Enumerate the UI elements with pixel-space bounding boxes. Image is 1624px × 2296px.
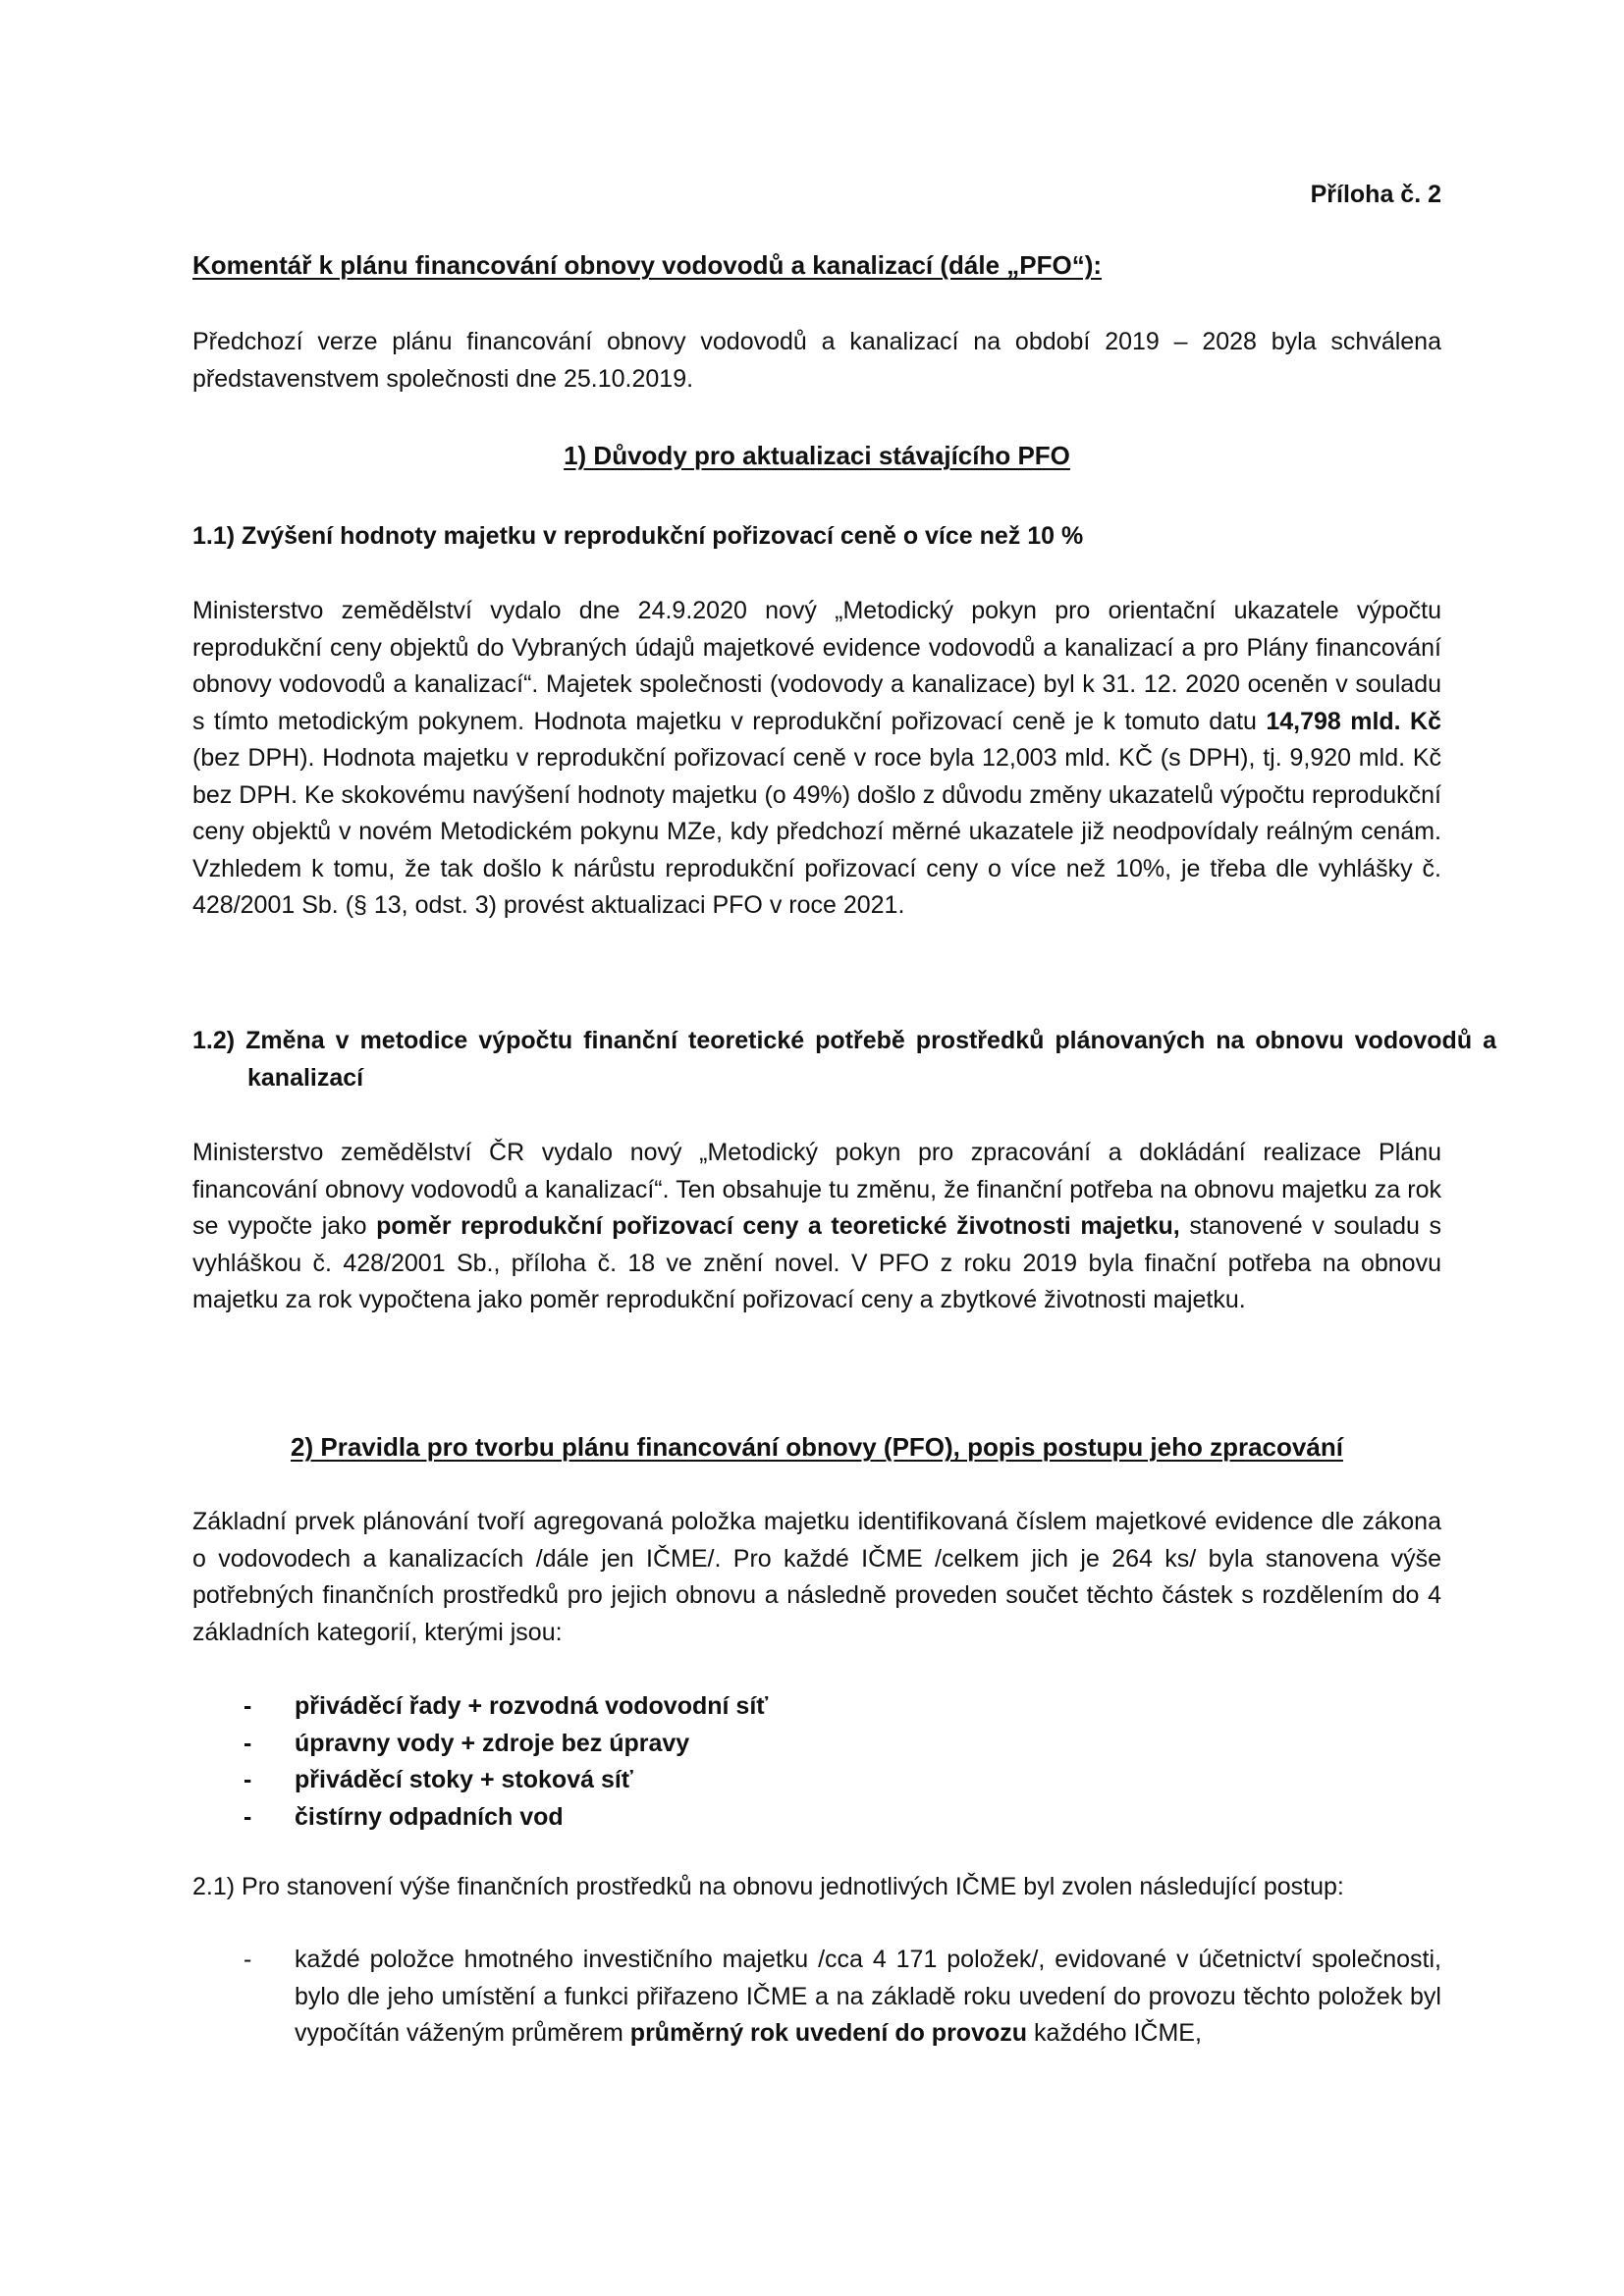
text-run: stanovené v souladu s vyhláškou č. 428/2001 Sb., příloha č. 18 ve znění novel. V PFO z roku 2019 byla finační potřeba na obnovu majetku za rok vypočtena jako poměr reprodukční pořizovací ceny a zbytkové životnosti majetku. (192, 1212, 1441, 1313)
document-title: Komentář k plánu financování obnovy vodovodů a kanalizací (dále „PFO“): (192, 250, 1103, 280)
list-item-text: úpravny vody + zdroje bez úpravy (295, 1729, 690, 1757)
list-dash: - (244, 1766, 252, 1793)
value-highlight: 14,798 mld. Kč (1266, 707, 1441, 735)
list-dash: - (244, 1802, 252, 1831)
list-dash: - (244, 1946, 252, 1973)
text-run: Ministerstvo zemědělství ČR vydalo nový „Metodický pokyn pro zpracování a dokládání realizace Plánu financování obnovy vodovodů a kanalizací“. Ten obsahuje tu změnu, že finanční potřeba na obnovu majetku za rok se vypočte jako (192, 1139, 1441, 1240)
list-dash: - (244, 1729, 252, 1757)
list-item (192, 1726, 1441, 1763)
list-item (192, 1942, 1441, 2053)
subsection-1-1-paragraph (192, 593, 1441, 925)
procedure-steps-list (192, 1942, 1441, 2053)
list-dash: - (244, 1692, 252, 1720)
subsection-1-1-heading: 1.1) Zvýšení hodnoty majetku v reprodukční pořizovací ceně o více než 10 % (192, 522, 1084, 550)
section-1-heading: 1) Důvody pro aktualizaci stávajícího PFO (564, 441, 1070, 470)
bold-phrase: průměrný rok uvedení do provozu (629, 2019, 1028, 2047)
intro-paragraph: Předchozí verze plánu financování obnovy vodovodů a kanalizací na období 2019 – 2028 byla schválena představenstvem společnosti dne 25.10.2019. (192, 328, 1441, 393)
list-item-text: čistírny odpadních vod (295, 1802, 564, 1831)
subsection-1-2-heading: 1.2) Změna v metodice výpočtu finanční teoretické potřebě prostředků plánovaných na obnovu vodovodů a kanalizací (192, 1027, 1496, 1092)
text-run: (bez DPH). Hodnota majetku v reprodukční pořizovací ceně v roce byla 12,003 mld. KČ (s DPH), tj. 9,920 mld. Kč bez DPH. Ke skokovému navýšení hodnoty majetku (o 49%) došlo z důvodu změny ukazatelů výpočtu reprodukční ceny objektů v novém Metodickém pokynu MZe, kdy předchozí měrné ukazatele již neodpovídaly reálným cenám. Vzhledem k tomu, že tak došlo k nárůstu reprodukční pořizovací ceny o více než 10%, je třeba dle vyhlášky č. 428/2001 Sb. (§ 13, odst. 3) provést aktualizaci PFO v roce 2021. (192, 744, 1441, 919)
list-item-text: přiváděcí řady + rozvodná vodovodní síť (295, 1692, 769, 1720)
list-item (192, 1688, 1441, 1726)
list-item (192, 1762, 1441, 1799)
subsection-1-2-paragraph (192, 1135, 1441, 1319)
category-list (192, 1688, 1441, 1836)
section-2-paragraph: Základní prvek plánování tvoří agregovaná položka majetku identifikovaná číslem majetkové evidence dle zákona o vodovodech a kanalizacích /dále jen IČME/. Pro každé IČME /celkem jich je 264 ks/ byla stanovena výše potřebných finančních prostředků pro jejich obnovu a následně proveden součet těchto částek s rozdělením do 4 základních kategorií, kterými jsou: (192, 1508, 1441, 1646)
bold-phrase: poměr reprodukční pořizovací ceny a teoretické životnosti majetku, (376, 1212, 1180, 1240)
list-item-text: přiváděcí stoky + stoková síť (295, 1766, 633, 1793)
list-item (192, 1799, 1441, 1837)
text-run: každého IČME, (1027, 2019, 1202, 2047)
text-run: Ministerstvo zemědělství vydalo dne 24.9.2020 nový „Metodický pokyn pro orientační ukazatele výpočtu reprodukční ceny objektů do Vybraných údajů majetkové evidence vodovodů a kanalizací a pro Plány financování obnovy vodovodů a kanalizací“. Majetek společnosti (vodovody a kanalizace) byl k 31. 12. 2020 oceněn v souladu s tímto metodickým pokynem. Hodnota majetku v reprodukční pořizovací ceně je k tomuto datu (192, 597, 1441, 735)
text-run: každé položce hmotného investičního majetku /cca 4 171 položek/, evidované v účetnictví společnosti, bylo dle jeho umístění a funkci přiřazeno IČME a na základě roku uvedení do provozu těchto položek byl vypočítán váženým průměrem (295, 1946, 1441, 2047)
section-2-heading: 2) Pravidla pro tvorbu plánu financování obnovy (PFO), popis postupu jeho zpracování (291, 1432, 1343, 1462)
procedure-intro-paragraph: 2.1) Pro stanovení výše finančních prostředků na obnovu jednotlivých IČME byl zvolen následující postup: (192, 1873, 1344, 1900)
annex-label: Příloha č. 2 (1310, 181, 1441, 208)
